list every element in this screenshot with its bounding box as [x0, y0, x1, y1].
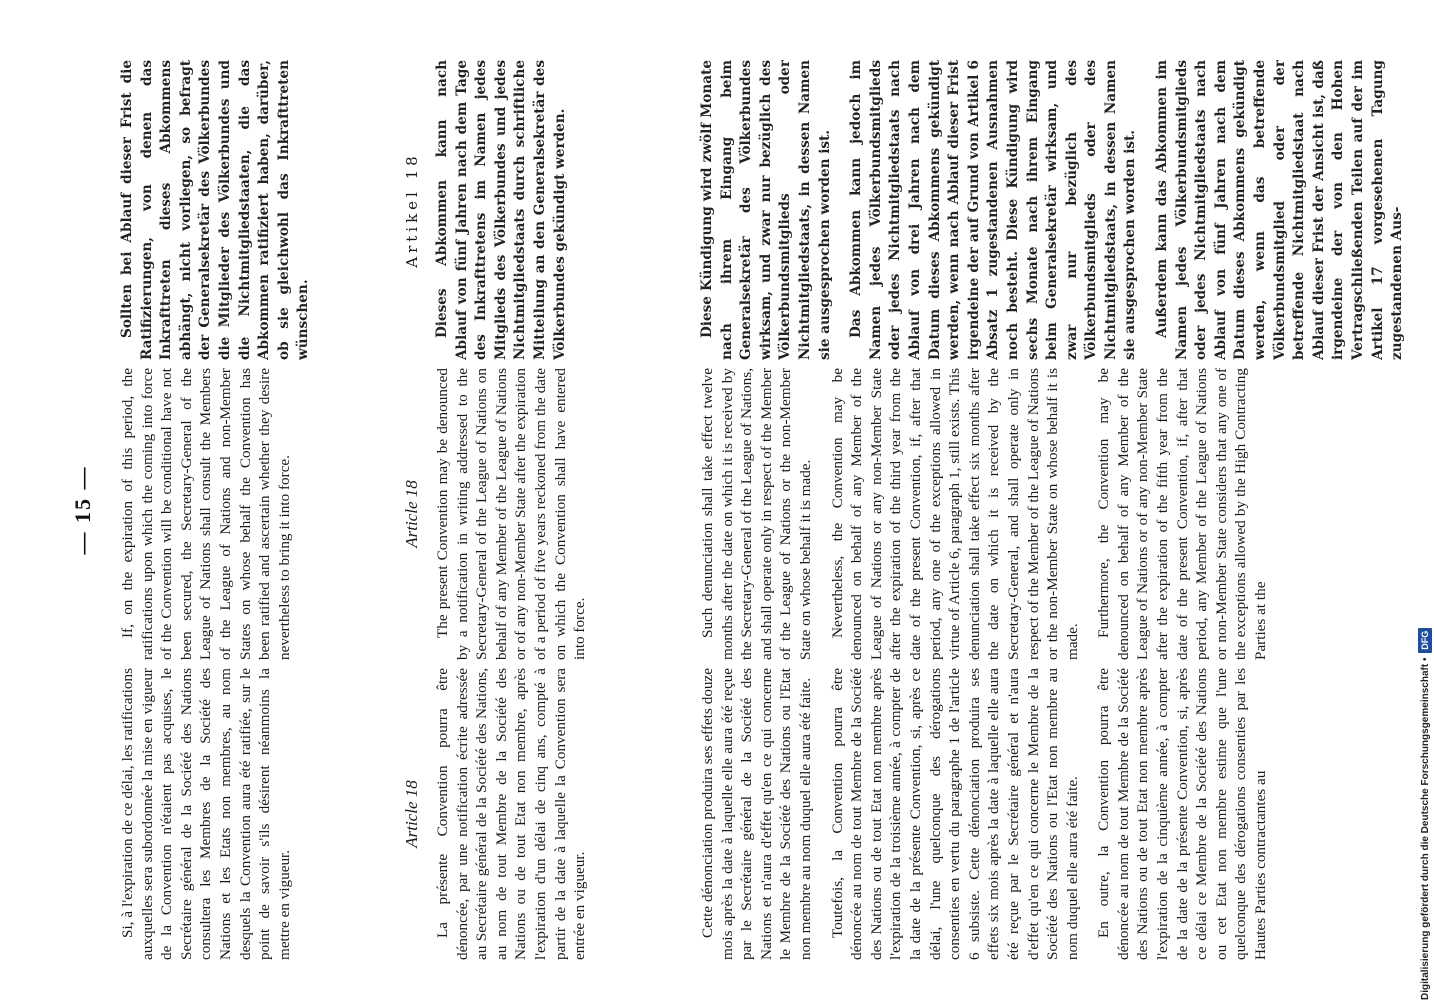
french-paragraph: Si, à l'expiration de ce délai, les ratifications auxquelles sera subordonnée la mise en vigueur de la Convention n'étaient pas acquises, le Secrétaire général de la Société des Nations consultera les Membres de la Société des Nations et les Etats non membres, au nom desquels la Convention aura été ratifiée, sur le point de savoir s'ils désirent néanmoins la mettre en vigueur. — [119, 668, 293, 960]
english-paragraph: The present Convention may be denounced by a notification in writing addressed to the Secretary-General of the League of Nations on behalf of any Member of the League of Nations or of any non-Member State after the expiration of a period of five years reckoned from the date on which the Convention shall have entered into force. — [434, 368, 589, 660]
german-paragraph: Diese Kündigung wird zwölf Monate nach ihrem Eingang beim Generalsekretär des Völkerbundes wirksam, und zwar nur bezüglich des Völkerbundsmitglieds oder Nichtmitgliedstaats, in dessen Namen sie ausgesprochen worden ist. — [699, 60, 833, 360]
german-block-article — [393, 60, 685, 360]
english-paragraph: Nevertheless, the Convention may be denounced on behalf of any Member of the League of Nations or any non-Member State after the expiration of the third year from the date of the present Convention, if, after that period, any one of the exceptions allowed in virtue of Article 6, paragraph 1, still exists. This denunciation shall take effect six months after the date on which it is received by the Secretary-General, and shall operate only in respect of the Member of the League of Nations or the non-Member State on whose behalf it is made. — [828, 368, 1081, 660]
french-block-intro — [118, 668, 380, 960]
english-block-denunciation — [698, 368, 1408, 660]
english-paragraph: Furthermore, the Convention may be denounced on behalf of any Member of the League of Nations or of any non-Member State after the expiration of the fifth year from the date of the present Convention, if, after that period, any Member of the League of Nations or non-Member State considers that any one of the exceptions allowed by the High Contracting Parties at the — [1095, 368, 1270, 660]
english-article-heading: Article 18 — [402, 480, 421, 548]
german-block-intro — [118, 60, 380, 360]
german-column — [118, 60, 1408, 360]
german-paragraph: Außerdem kann das Abkommen im Namen jedes Völkerbundsmitglieds oder jedes Nichtmitgliedstaats nach Ablauf von fünf Jahren nach dem Datum dieses Abkommens gekündigt werden, wenn das betreffende Völkerbundsmitglied oder der betreffende Nichtmitgliedstaat nach Ablauf dieser Frist der Ansicht ist, daß irgendeine der von den Hohen Vertragschließenden Teilen auf der im Artikel 17 vorgesehenen Tagung zugestandenen Aus- — [1154, 60, 1406, 360]
french-block-denunciation — [698, 668, 1408, 960]
rotated-page-content — [70, 60, 1430, 960]
english-paragraph: Such denunciation shall take effect twelve months after the date on which it is received by the Secretary-General of the League of Nations, and shall operate only in respect of the Member of the League of Nations or the non-Member State on whose behalf it is made. — [699, 368, 814, 660]
french-paragraph: Cette dénonciation produira ses effets douze mois après la date à laquelle elle aura été reçue par le Secrétaire général de la Société des Nations et n'aura d'effet qu'en ce qui concerne le Membre de la Société des Nations ou l'Etat non membre au nom duquel elle aura été faite. — [699, 668, 814, 960]
german-paragraph: Dieses Abkommen kann nach Ablauf von fünf Jahren nach dem Tage des Inkrafttretens im Namen jedes Mitglieds des Völkerbundes und jedes Nichtmitgliedstaats durch schriftliche Mitteilung an den Generalsekretär des Völkerbundes gekündigt werden. — [434, 60, 568, 360]
english-block-article — [393, 368, 685, 660]
french-column — [118, 668, 1408, 960]
german-paragraph: Sollten bei Ablauf dieser Frist die Ratifizierungen, von denen das Inkrafttreten dieses Abkommens abhängt, nicht vorliegen, so befragt der Generalsekretär des Völkerbundes die Mitglieder des Völkerbundes und die Nichtmitgliedstaaten, die das Abkommen ratifiziert haben, darüber, ob sie gleichwohl das Inkrafttreten wünschen. — [119, 60, 312, 360]
german-block-denunciation — [698, 60, 1408, 360]
credit-text: Digitalisierung gefördert durch die Deutsche Forschungsgemeinschaft • — [1420, 657, 1431, 1000]
digitization-credit — [1414, 40, 1434, 1000]
german-article-heading: Artikel 18 — [403, 152, 421, 268]
english-block-intro — [118, 368, 380, 660]
french-paragraph: Toutefois, la Convention pourra être dénoncée au nom de tout Membre de la Société des Nations ou de tout Etat non membre après l'expiration de la troisième année, à compter de la date de la présente Convention, si, après ce délai, l'une quelconque des dérogations consenties en vertu du paragraphe 1 de l'article 6 subsiste. Cette dénonciation produira ses effets six mois après la date à laquelle elle aura été reçue par le Secrétaire général et n'aura d'effet qu'en ce qui concerne le Membre de la Société des Nations ou l'Etat non membre au nom duquel elle aura été faite. — [828, 668, 1081, 960]
page-number: — 15 — — [70, 465, 95, 555]
digitization-credit-text — [1418, 40, 1434, 1000]
french-article-heading: Article 18 — [402, 780, 421, 848]
english-paragraph: If, on the expiration of this period, the ratifications upon which the coming into force of the Convention will be conditional have not been secured, the Secretary-General of the League of Nations shall consult the Members of the League of Nations and non-Member States on whose behalf the Convention has been ratified and ascertain whether they desire nevertheless to bring it into force. — [119, 368, 293, 660]
french-block-article — [393, 668, 685, 960]
german-paragraph: Das Abkommen kann jedoch im Namen jedes Völkerbundsmitglieds oder jedes Nichtmitgliedstaats nach Ablauf von drei Jahren nach dem Datum dieses Abkommens gekündigt werden, wenn nach Ablauf dieser Frist irgendeine der auf Grund von Artikel 6 Absatz 1 zugestandenen Ausnahmen noch besteht. Diese Kündigung wird sechs Monate nach ihrem Eingang beim Generalsekretär wirksam, und zwar nur bezüglich des Völkerbundsmitglieds oder des Nichtmitgliedstaats, in dessen Namen sie ausgesprochen worden ist. — [848, 60, 1139, 360]
dfg-logo-badge: DFG — [1418, 628, 1432, 653]
french-paragraph: En outre, la Convention pourra être dénoncée au nom de tout Membre de la Société des Nations ou de tout Etat non membre après l'expiration de la cinquième année, à compter de la date de la présente Convention, si, après ce délai ce Membre de la Société des Nations ou cet Etat non membre estime que l'une quelconque des dérogations consenties par les Hautes Parties contractantes au — [1095, 668, 1270, 960]
french-paragraph: La présente Convention pourra être dénoncée, par une notification écrite adressée au Secrétaire général de la Société des Nations, au nom de tout Membre de la Société des Nations ou de tout Etat non membre, après l'expiration d'un délai de cinq ans, compté à partir de la date à laquelle la Convention sera entrée en vigueur. — [434, 668, 589, 960]
english-column — [118, 368, 1408, 660]
